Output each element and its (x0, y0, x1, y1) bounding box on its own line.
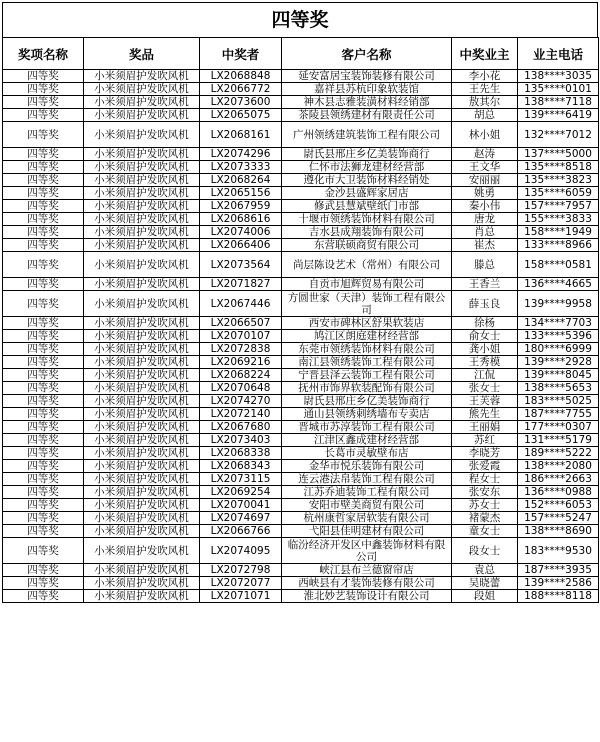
customer-name-cell: 通山县领绣刺绣墙布专卖店 (282, 408, 452, 421)
owner-name-cell: 胡总 (452, 109, 518, 122)
owner-phone-cell: 133****5396 (518, 330, 599, 343)
owner-name-cell: 王丽娟 (452, 421, 518, 434)
award-cell: 四等奖 (3, 226, 84, 239)
prize-cell: 小米须眉护发吹风机 (84, 447, 200, 460)
owner-name-cell: 王先生 (452, 83, 518, 96)
winner-id-cell: LX2068224 (200, 369, 282, 382)
winner-id-cell: LX2074296 (200, 148, 282, 161)
prize-cell: 小米须眉护发吹风机 (84, 161, 200, 174)
owner-phone-cell: 135****3823 (518, 174, 599, 187)
table-row (3, 590, 599, 603)
table-row (3, 538, 599, 564)
owner-phone-cell: 157****7957 (518, 200, 599, 213)
owner-phone-cell: 133****8966 (518, 239, 599, 252)
table-row (3, 213, 599, 226)
owner-phone-cell: 139****9958 (518, 291, 599, 317)
owner-name-cell: 褚蒙杰 (452, 512, 518, 525)
owner-name-cell: 王香兰 (452, 278, 518, 291)
prize-cell: 小米须眉护发吹风机 (84, 460, 200, 473)
table-row (3, 421, 599, 434)
customer-name-cell: 茶陵县领绣建材有限责任公司 (282, 109, 452, 122)
award-cell: 四等奖 (3, 408, 84, 421)
award-cell: 四等奖 (3, 239, 84, 252)
award-cell: 四等奖 (3, 356, 84, 369)
owner-name-cell: 薛玉良 (452, 291, 518, 317)
owner-name-cell: 安丽丽 (452, 174, 518, 187)
prize-cell: 小米须眉护发吹风机 (84, 512, 200, 525)
winner-id-cell: LX2074095 (200, 538, 282, 564)
customer-name-cell: 峡江县布兰德窗帘店 (282, 564, 452, 577)
customer-name-cell: 临汾经济开发区中鑫装饰材料有限公司 (282, 538, 452, 564)
prize-cell: 小米须眉护发吹风机 (84, 252, 200, 278)
customer-name-cell: 东莞市领绣装饰材料有限公司 (282, 343, 452, 356)
prize-cell: 小米须眉护发吹风机 (84, 473, 200, 486)
customer-name-cell: 宁晋县泽云装饰工程有限公司 (282, 369, 452, 382)
owner-phone-cell: 189****5222 (518, 447, 599, 460)
owner-phone-cell: 135****0101 (518, 83, 599, 96)
column-header-owner: 中奖业主 (452, 38, 518, 70)
award-cell: 四等奖 (3, 330, 84, 343)
winner-id-cell: LX2074697 (200, 512, 282, 525)
winner-id-cell: LX2066406 (200, 239, 282, 252)
award-cell: 四等奖 (3, 395, 84, 408)
owner-name-cell: 敖其尔 (452, 96, 518, 109)
table-row (3, 278, 599, 291)
customer-name-cell: 江津区鑫成建材经营部 (282, 434, 452, 447)
winner-id-cell: LX2072077 (200, 577, 282, 590)
table-row (3, 486, 599, 499)
owner-name-cell: 王文华 (452, 161, 518, 174)
award-cell: 四等奖 (3, 577, 84, 590)
winner-id-cell: LX2074270 (200, 395, 282, 408)
owner-name-cell: 段女士 (452, 538, 518, 564)
column-header-customer: 客户名称 (282, 38, 452, 70)
winner-id-cell: LX2071827 (200, 278, 282, 291)
owner-phone-cell: 138****8690 (518, 525, 599, 538)
winners-page (2, 2, 598, 603)
table-row (3, 317, 599, 330)
prize-cell: 小米须眉护发吹风机 (84, 343, 200, 356)
table-row (3, 187, 599, 200)
winner-id-cell: LX2068343 (200, 460, 282, 473)
owner-name-cell: 王秀模 (452, 356, 518, 369)
owner-phone-cell: 131****5179 (518, 434, 599, 447)
owner-name-cell: 滕总 (452, 252, 518, 278)
column-header-award: 奖项名称 (3, 38, 84, 70)
prize-cell: 小米须眉护发吹风机 (84, 174, 200, 187)
page-title: 四等奖 (2, 2, 598, 37)
customer-name-cell: 安阳市壁美商贸有限公司 (282, 499, 452, 512)
owner-phone-cell: 139****2586 (518, 577, 599, 590)
owner-name-cell: 李小花 (452, 70, 518, 83)
customer-name-cell: 尉氏县邢庄乡亿美装饰商行 (282, 148, 452, 161)
owner-phone-cell: 134****7703 (518, 317, 599, 330)
customer-name-cell: 东营联硕商贸有限公司 (282, 239, 452, 252)
customer-name-cell: 方圆世家（天津）装饰工程有限公司 (282, 291, 452, 317)
prize-cell: 小米须眉护发吹风机 (84, 369, 200, 382)
owner-name-cell: 龚小姐 (452, 343, 518, 356)
award-cell: 四等奖 (3, 460, 84, 473)
prize-cell: 小米须眉护发吹风机 (84, 525, 200, 538)
table-row (3, 252, 599, 278)
table-row (3, 122, 599, 148)
winner-id-cell: LX2067680 (200, 421, 282, 434)
award-cell: 四等奖 (3, 564, 84, 577)
customer-name-cell: 尚层陈设艺术（常州）有限公司 (282, 252, 452, 278)
table-row (3, 161, 599, 174)
customer-name-cell: 金沙县盛辉家居店 (282, 187, 452, 200)
award-cell: 四等奖 (3, 213, 84, 226)
customer-name-cell: 延安富居宝装饰装修有限公司 (282, 70, 452, 83)
award-cell: 四等奖 (3, 369, 84, 382)
customer-name-cell: 弋阳县佳明建材有限公司 (282, 525, 452, 538)
winner-id-cell: LX2067959 (200, 200, 282, 213)
owner-phone-cell: 139****6419 (518, 109, 599, 122)
prize-cell: 小米须眉护发吹风机 (84, 590, 200, 603)
table-row (3, 200, 599, 213)
winner-id-cell: LX2066507 (200, 317, 282, 330)
owner-phone-cell: 187****3935 (518, 564, 599, 577)
prize-cell: 小米须眉护发吹风机 (84, 564, 200, 577)
award-cell: 四等奖 (3, 70, 84, 83)
award-cell: 四等奖 (3, 96, 84, 109)
table-row (3, 226, 599, 239)
owner-name-cell: 吴晓蕾 (452, 577, 518, 590)
prize-cell: 小米须眉护发吹风机 (84, 187, 200, 200)
owner-phone-cell: 138****7118 (518, 96, 599, 109)
customer-name-cell: 修武县慧斌壁纸门市部 (282, 200, 452, 213)
winner-id-cell: LX2073403 (200, 434, 282, 447)
table-row (3, 343, 599, 356)
award-cell: 四等奖 (3, 187, 84, 200)
winner-id-cell: LX2068848 (200, 70, 282, 83)
owner-phone-cell: 187****7755 (518, 408, 599, 421)
winner-id-cell: LX2068161 (200, 122, 282, 148)
winner-id-cell: LX2072140 (200, 408, 282, 421)
customer-name-cell: 十堰市领绣装饰材料有限公司 (282, 213, 452, 226)
prize-cell: 小米须眉护发吹风机 (84, 421, 200, 434)
award-cell: 四等奖 (3, 343, 84, 356)
winner-id-cell: LX2069254 (200, 486, 282, 499)
prize-cell: 小米须眉护发吹风机 (84, 330, 200, 343)
customer-name-cell: 自贡市旭辉贸易有限公司 (282, 278, 452, 291)
owner-phone-cell: 139****8045 (518, 369, 599, 382)
winner-id-cell: LX2070107 (200, 330, 282, 343)
prize-cell: 小米须眉护发吹风机 (84, 382, 200, 395)
table-header-row (3, 38, 599, 70)
table-row (3, 564, 599, 577)
prize-cell: 小米须眉护发吹风机 (84, 577, 200, 590)
table-row (3, 70, 599, 83)
owner-name-cell: 袁总 (452, 564, 518, 577)
winner-id-cell: LX2069216 (200, 356, 282, 369)
winner-id-cell: LX2067446 (200, 291, 282, 317)
table-row (3, 330, 599, 343)
prize-cell: 小米须眉护发吹风机 (84, 395, 200, 408)
award-cell: 四等奖 (3, 83, 84, 96)
owner-name-cell: 段姐 (452, 590, 518, 603)
owner-name-cell: 江侃 (452, 369, 518, 382)
prize-cell: 小米须眉护发吹风机 (84, 356, 200, 369)
award-cell: 四等奖 (3, 590, 84, 603)
owner-phone-cell: 136****4665 (518, 278, 599, 291)
prize-cell: 小米须眉护发吹风机 (84, 291, 200, 317)
winner-id-cell: LX2073115 (200, 473, 282, 486)
owner-name-cell: 唐龙 (452, 213, 518, 226)
owner-name-cell: 熊先生 (452, 408, 518, 421)
owner-phone-cell: 183****5025 (518, 395, 599, 408)
prize-cell: 小米须眉护发吹风机 (84, 96, 200, 109)
owner-name-cell: 秦小伟 (452, 200, 518, 213)
prize-cell: 小米须眉护发吹风机 (84, 83, 200, 96)
owner-phone-cell: 136****0988 (518, 486, 599, 499)
table-row (3, 577, 599, 590)
prize-cell: 小米须眉护发吹风机 (84, 486, 200, 499)
award-cell: 四等奖 (3, 317, 84, 330)
owner-phone-cell: 132****7012 (518, 122, 599, 148)
winner-id-cell: LX2071071 (200, 590, 282, 603)
winner-id-cell: LX2070041 (200, 499, 282, 512)
customer-name-cell: 杭州康哲家居软装有限公司 (282, 512, 452, 525)
winner-id-cell: LX2065075 (200, 109, 282, 122)
award-cell: 四等奖 (3, 499, 84, 512)
table-row (3, 434, 599, 447)
owner-phone-cell: 157****5247 (518, 512, 599, 525)
prize-cell: 小米须眉护发吹风机 (84, 239, 200, 252)
owner-name-cell: 崔杰 (452, 239, 518, 252)
table-row (3, 525, 599, 538)
customer-name-cell: 淮北妙艺装饰设计有限公司 (282, 590, 452, 603)
award-cell: 四等奖 (3, 434, 84, 447)
winner-id-cell: LX2074006 (200, 226, 282, 239)
prize-cell: 小米须眉护发吹风机 (84, 148, 200, 161)
owner-phone-cell: 155****3833 (518, 213, 599, 226)
owner-phone-cell: 158****1949 (518, 226, 599, 239)
owner-phone-cell: 188****8118 (518, 590, 599, 603)
owner-name-cell: 张爱霞 (452, 460, 518, 473)
owner-name-cell: 姚勇 (452, 187, 518, 200)
table-row (3, 408, 599, 421)
owner-name-cell: 林小姐 (452, 122, 518, 148)
owner-phone-cell: 183****9530 (518, 538, 599, 564)
winner-id-cell: LX2073333 (200, 161, 282, 174)
prize-cell: 小米须眉护发吹风机 (84, 200, 200, 213)
customer-name-cell: 晋城市苏淳装饰工程有限公司 (282, 421, 452, 434)
winner-id-cell: LX2066766 (200, 525, 282, 538)
owner-name-cell: 张女士 (452, 382, 518, 395)
winner-id-cell: LX2065156 (200, 187, 282, 200)
table-row (3, 382, 599, 395)
owner-phone-cell: 152****6053 (518, 499, 599, 512)
prize-cell: 小米须眉护发吹风机 (84, 122, 200, 148)
prize-cell: 小米须眉护发吹风机 (84, 213, 200, 226)
customer-name-cell: 嘉祥县苏杭印象软装馆 (282, 83, 452, 96)
owner-name-cell: 李晓芳 (452, 447, 518, 460)
owner-phone-cell: 138****5653 (518, 382, 599, 395)
table-row (3, 239, 599, 252)
owner-name-cell: 俞女士 (452, 330, 518, 343)
column-header-prize: 奖品 (84, 38, 200, 70)
award-cell: 四等奖 (3, 161, 84, 174)
table-row (3, 512, 599, 525)
table-row (3, 174, 599, 187)
award-cell: 四等奖 (3, 486, 84, 499)
owner-name-cell: 苏红 (452, 434, 518, 447)
column-header-phone: 业主电话 (518, 38, 599, 70)
winner-id-cell: LX2068616 (200, 213, 282, 226)
owner-phone-cell: 137****5000 (518, 148, 599, 161)
award-cell: 四等奖 (3, 174, 84, 187)
owner-phone-cell: 158****0581 (518, 252, 599, 278)
winner-id-cell: LX2066772 (200, 83, 282, 96)
customer-name-cell: 长葛市灵敏壁布店 (282, 447, 452, 460)
owner-name-cell: 张安东 (452, 486, 518, 499)
winner-id-cell: LX2068264 (200, 174, 282, 187)
prize-cell: 小米须眉护发吹风机 (84, 109, 200, 122)
owner-phone-cell: 180****6999 (518, 343, 599, 356)
award-cell: 四等奖 (3, 291, 84, 317)
award-cell: 四等奖 (3, 109, 84, 122)
table-row (3, 83, 599, 96)
owner-phone-cell: 135****8518 (518, 161, 599, 174)
award-cell: 四等奖 (3, 538, 84, 564)
winner-id-cell: LX2073564 (200, 252, 282, 278)
table-row (3, 356, 599, 369)
prize-cell: 小米须眉护发吹风机 (84, 226, 200, 239)
customer-name-cell: 江苏乔迪装饰工程有限公司 (282, 486, 452, 499)
table-row (3, 395, 599, 408)
customer-name-cell: 南江县领绣装饰工程有限公司 (282, 356, 452, 369)
customer-name-cell: 西安市碑林区舒果软装店 (282, 317, 452, 330)
customer-name-cell: 神木县志雅装潢材料经销部 (282, 96, 452, 109)
winner-id-cell: LX2068338 (200, 447, 282, 460)
owner-name-cell: 苏女士 (452, 499, 518, 512)
owner-name-cell: 赵涛 (452, 148, 518, 161)
table-row (3, 96, 599, 109)
column-header-winner: 中奖者 (200, 38, 282, 70)
prize-cell: 小米须眉护发吹风机 (84, 70, 200, 83)
table-row (3, 291, 599, 317)
owner-phone-cell: 135****6059 (518, 187, 599, 200)
table-row (3, 499, 599, 512)
award-cell: 四等奖 (3, 473, 84, 486)
customer-name-cell: 广州领绣建筑装饰工程有限公司 (282, 122, 452, 148)
customer-name-cell: 连云港法帛装饰工程有限公司 (282, 473, 452, 486)
prize-cell: 小米须眉护发吹风机 (84, 499, 200, 512)
owner-name-cell: 程女士 (452, 473, 518, 486)
prize-cell: 小米须眉护发吹风机 (84, 408, 200, 421)
customer-name-cell: 尉氏县邢庄乡亿美装饰商行 (282, 395, 452, 408)
table-row (3, 447, 599, 460)
prize-cell: 小米须眉护发吹风机 (84, 317, 200, 330)
award-cell: 四等奖 (3, 421, 84, 434)
owner-phone-cell: 139****2928 (518, 356, 599, 369)
owner-name-cell: 童女士 (452, 525, 518, 538)
award-cell: 四等奖 (3, 148, 84, 161)
customer-name-cell: 鸠江区朗庭建材经营部 (282, 330, 452, 343)
owner-phone-cell: 138****3035 (518, 70, 599, 83)
award-cell: 四等奖 (3, 278, 84, 291)
award-cell: 四等奖 (3, 382, 84, 395)
winner-id-cell: LX2070648 (200, 382, 282, 395)
winner-id-cell: LX2072838 (200, 343, 282, 356)
award-cell: 四等奖 (3, 122, 84, 148)
table-body (3, 70, 599, 603)
customer-name-cell: 西峡县有才装饰装修有限公司 (282, 577, 452, 590)
owner-name-cell: 王芙蓉 (452, 395, 518, 408)
table-row (3, 369, 599, 382)
prize-cell: 小米须眉护发吹风机 (84, 434, 200, 447)
winner-id-cell: LX2073600 (200, 96, 282, 109)
prize-cell: 小米须眉护发吹风机 (84, 278, 200, 291)
customer-name-cell: 仁怀市法狮龙建材经营部 (282, 161, 452, 174)
table-row (3, 148, 599, 161)
award-cell: 四等奖 (3, 252, 84, 278)
table-row (3, 109, 599, 122)
prize-cell: 小米须眉护发吹风机 (84, 538, 200, 564)
owner-phone-cell: 177****0307 (518, 421, 599, 434)
owner-phone-cell: 186****2663 (518, 473, 599, 486)
customer-name-cell: 吉水县成翔装饰有限公司 (282, 226, 452, 239)
winners-table (2, 37, 599, 603)
customer-name-cell: 金华市悦乐装饰有限公司 (282, 460, 452, 473)
award-cell: 四等奖 (3, 525, 84, 538)
owner-phone-cell: 138****2080 (518, 460, 599, 473)
award-cell: 四等奖 (3, 447, 84, 460)
owner-name-cell: 徐杨 (452, 317, 518, 330)
table-row (3, 460, 599, 473)
customer-name-cell: 遵化市大卫装饰材料经销处 (282, 174, 452, 187)
award-cell: 四等奖 (3, 200, 84, 213)
winner-id-cell: LX2072798 (200, 564, 282, 577)
award-cell: 四等奖 (3, 512, 84, 525)
owner-name-cell: 肖总 (452, 226, 518, 239)
customer-name-cell: 抚州市饰界软装配饰有限公司 (282, 382, 452, 395)
table-row (3, 473, 599, 486)
